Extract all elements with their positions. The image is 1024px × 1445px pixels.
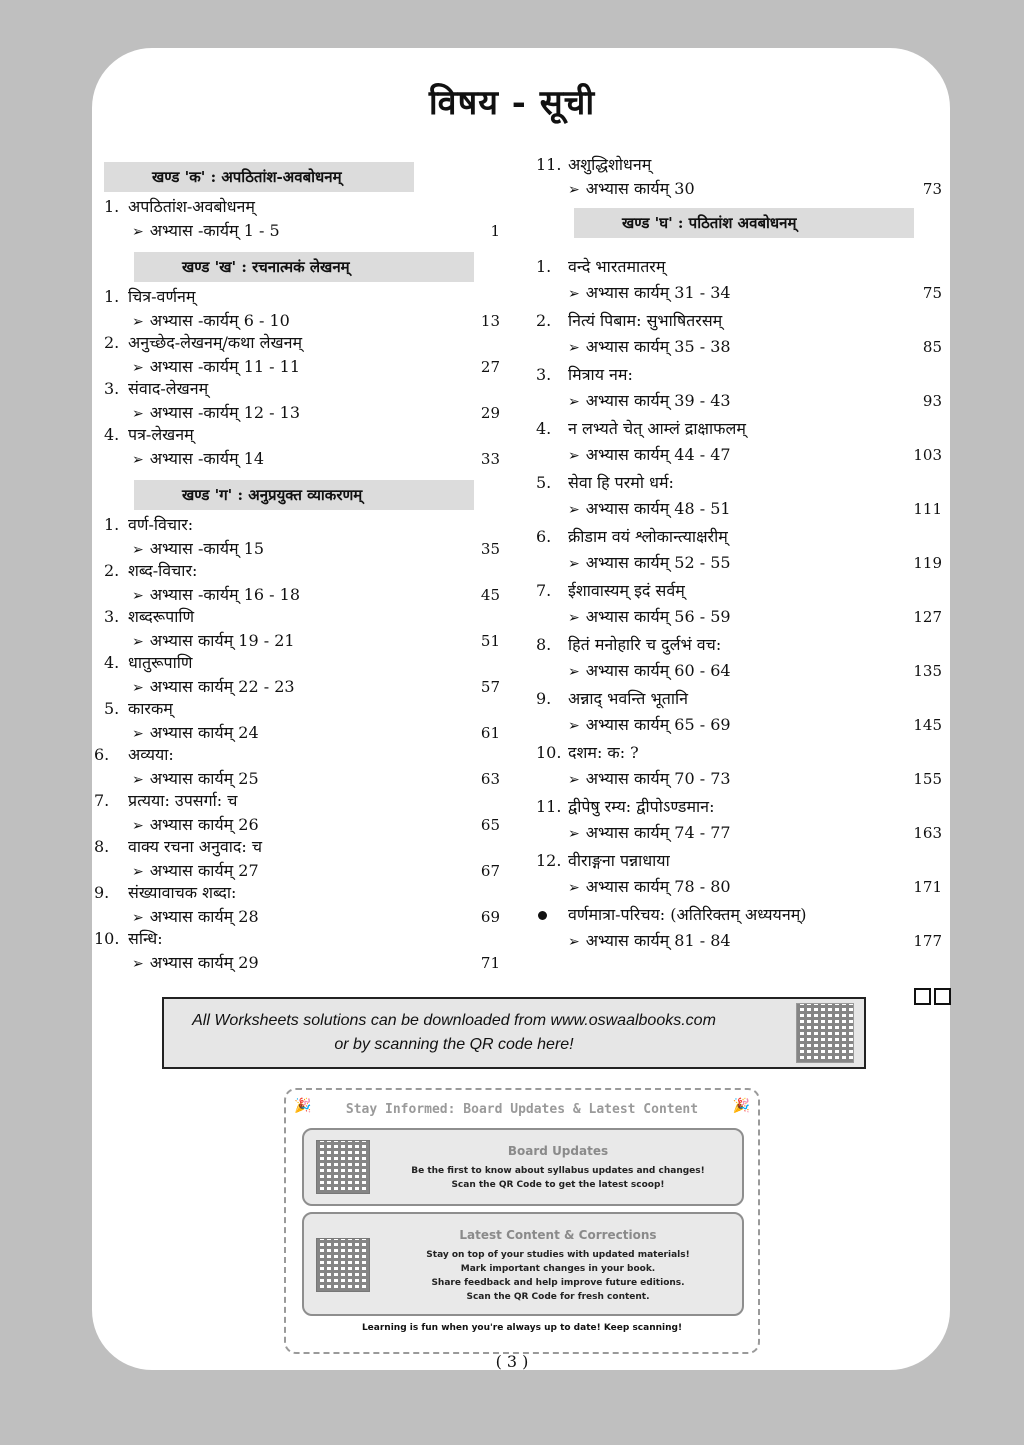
item-number: 12. bbox=[536, 851, 562, 870]
item-title: दशम: क: ? bbox=[568, 743, 639, 762]
board-updates-line2: Scan the QR Code to get the latest scoop! bbox=[451, 1180, 665, 1190]
arrow-icon: ➢ bbox=[132, 452, 144, 468]
exercise-label: अभ्यास कार्यम् 29 bbox=[149, 953, 259, 972]
page-ref: 67 bbox=[480, 862, 500, 880]
board-updates-card bbox=[302, 1128, 744, 1206]
exercise-label: अभ्यास कार्यम् 22 - 23 bbox=[149, 677, 295, 696]
exercise-label: अभ्यास कार्यम् 35 - 38 bbox=[585, 337, 731, 356]
worksheet-note-line2: or by scanning the QR code here! bbox=[334, 1036, 574, 1053]
arrow-icon: ➢ bbox=[568, 934, 580, 950]
exercise-row bbox=[132, 814, 259, 836]
item-title: मित्राय नम: bbox=[568, 365, 633, 384]
exercise-label: अभ्यास -कार्यम् 16 - 18 bbox=[149, 585, 301, 604]
arrow-icon: ➢ bbox=[132, 314, 144, 330]
arrow-icon: ➢ bbox=[568, 826, 580, 842]
arrow-icon: ➢ bbox=[568, 664, 580, 680]
section-heading-g: खण्ड 'ग' : अनुप्रयुक्त व्याकरणम् bbox=[134, 480, 474, 510]
worksheet-note-line1: All Worksheets solutions can be downloaded from www.oswaalbooks.com bbox=[192, 1012, 716, 1029]
page-ref: 127 bbox=[913, 608, 942, 626]
item-title: संवाद-लेखनम् bbox=[128, 379, 209, 398]
item-title: वर्णमात्रा-परिचय: (अतिरिक्तम् अध्ययनम्) bbox=[568, 905, 807, 924]
arrow-icon: ➢ bbox=[132, 542, 144, 558]
exercise-label: अभ्यास -कार्यम् 14 bbox=[149, 449, 265, 468]
item-number: 2. bbox=[104, 333, 120, 352]
stay-informed-title: Stay Informed: Board Updates & Latest Content bbox=[345, 1102, 699, 1117]
item-title: न लभ्यते चेत् आम्लं द्राक्षाफलम् bbox=[568, 419, 746, 438]
arrow-icon: ➢ bbox=[568, 394, 580, 410]
exercise-row bbox=[568, 282, 731, 304]
arrow-icon: ➢ bbox=[568, 448, 580, 464]
exercise-row bbox=[132, 952, 259, 974]
worksheet-solutions-box bbox=[162, 997, 866, 1069]
exercise-row bbox=[568, 714, 731, 736]
item-number: 1. bbox=[536, 257, 552, 276]
item-number: 6. bbox=[94, 745, 110, 764]
exercise-row bbox=[568, 768, 731, 790]
page-ref: 57 bbox=[480, 678, 500, 696]
exercise-label: अभ्यास कार्यम् 31 - 34 bbox=[585, 283, 731, 302]
page-ref: 111 bbox=[913, 500, 942, 518]
arrow-icon: ➢ bbox=[132, 360, 144, 376]
latest-content-line3: Share feedback and help improve future editions. bbox=[431, 1278, 685, 1288]
exercise-row bbox=[568, 822, 731, 844]
exercise-label: अभ्यास कार्यम् 25 bbox=[149, 769, 259, 788]
stay-informed-footer: Learning is fun when you're always up to date! Keep scanning! bbox=[361, 1323, 683, 1333]
section-heading-gh: खण्ड 'घ' : पठितांश अवबोधनम् bbox=[574, 208, 914, 238]
exercise-row bbox=[132, 402, 300, 424]
item-number: 10. bbox=[94, 929, 120, 948]
page-ref: 27 bbox=[480, 358, 500, 376]
page-ref: 65 bbox=[480, 816, 500, 834]
board-updates-line1: Be the first to know about syllabus updates and changes! bbox=[411, 1166, 705, 1176]
exercise-row bbox=[132, 448, 264, 470]
exercise-row bbox=[568, 930, 731, 952]
page-ref: 71 bbox=[480, 954, 500, 972]
arrow-icon: ➢ bbox=[132, 726, 144, 742]
arrow-icon: ➢ bbox=[568, 610, 580, 626]
item-title: कारकम् bbox=[128, 699, 173, 718]
bullet-icon bbox=[538, 911, 547, 920]
item-title: वन्दे भारतमातरम् bbox=[568, 257, 666, 276]
exercise-row bbox=[568, 606, 731, 628]
exercise-label: अभ्यास कार्यम् 48 - 51 bbox=[585, 499, 731, 518]
section-heading-k: खण्ड 'क' : अपठितांश-अवबोधनम् bbox=[104, 162, 414, 192]
page-ref: 135 bbox=[913, 662, 942, 680]
exercise-label: अभ्यास कार्यम् 24 bbox=[149, 723, 259, 742]
item-title: धातुरूपाणि bbox=[128, 653, 193, 672]
page-ref: 73 bbox=[922, 180, 942, 198]
item-title: पत्र-लेखनम् bbox=[128, 425, 194, 444]
item-title: द्वीपेषु रम्य: द्वीपोऽण्डमान: bbox=[568, 797, 715, 816]
item-title: वर्ण-विचार: bbox=[128, 515, 194, 534]
exercise-row bbox=[132, 584, 300, 606]
page-ref: 155 bbox=[913, 770, 942, 788]
page-ref: 35 bbox=[480, 540, 500, 558]
exercise-label: अभ्यास कार्यम् 30 bbox=[585, 179, 695, 198]
item-title: अशुद्धिशोधनम् bbox=[568, 155, 652, 174]
exercise-row bbox=[568, 552, 731, 574]
exercise-label: अभ्यास कार्यम् 27 bbox=[149, 861, 259, 880]
exercise-row bbox=[132, 310, 290, 332]
item-title: नित्यं पिबाम: सुभाषितरसम् bbox=[568, 311, 723, 330]
exercise-label: अभ्यास कार्यम् 39 - 43 bbox=[585, 391, 731, 410]
exercise-label: अभ्यास कार्यम् 19 - 21 bbox=[149, 631, 295, 650]
page-ref: 33 bbox=[480, 450, 500, 468]
page-ref: 93 bbox=[922, 392, 942, 410]
page-ref: 61 bbox=[480, 724, 500, 742]
item-title: शब्दरूपाणि bbox=[128, 607, 195, 626]
exercise-row bbox=[568, 876, 731, 898]
exercise-row bbox=[568, 444, 731, 466]
party-popper-icon: 🎉 bbox=[732, 1098, 750, 1114]
page-ref: 163 bbox=[913, 824, 942, 842]
exercise-row bbox=[132, 906, 259, 928]
exercise-label: अभ्यास कार्यम् 28 bbox=[149, 907, 259, 926]
arrow-icon: ➢ bbox=[132, 818, 144, 834]
exercise-label: अभ्यास कार्यम् 81 - 84 bbox=[585, 931, 731, 950]
item-number: 8. bbox=[536, 635, 552, 654]
page-ref: 171 bbox=[913, 878, 942, 896]
page-ref: 1 bbox=[490, 222, 500, 240]
arrow-icon: ➢ bbox=[132, 680, 144, 696]
item-number: 5. bbox=[104, 699, 120, 718]
exercise-row bbox=[132, 538, 264, 560]
page-ref: 45 bbox=[480, 586, 500, 604]
party-popper-icon: 🎉 bbox=[294, 1098, 312, 1114]
exercise-label: अभ्यास -कार्यम् 12 - 13 bbox=[149, 403, 301, 422]
page-ref: 69 bbox=[480, 908, 500, 926]
item-number: 3. bbox=[104, 379, 120, 398]
item-title: प्रत्यया: उपसर्गा: च bbox=[128, 791, 238, 810]
arrow-icon: ➢ bbox=[568, 556, 580, 572]
item-title: अनुच्छेद-लेखनम्/कथा लेखनम् bbox=[128, 333, 303, 352]
page-ref: 75 bbox=[922, 284, 942, 302]
exercise-row bbox=[568, 336, 731, 358]
section-heading-kh: खण्ड 'ख' : रचनात्मकं लेखनम् bbox=[134, 252, 474, 282]
exercise-row bbox=[568, 390, 731, 412]
board-updates-title: Board Updates bbox=[507, 1144, 609, 1158]
arrow-icon: ➢ bbox=[568, 340, 580, 356]
page-ref: 63 bbox=[480, 770, 500, 788]
arrow-icon: ➢ bbox=[568, 182, 580, 198]
exercise-row bbox=[568, 498, 731, 520]
item-number: 7. bbox=[94, 791, 110, 810]
item-number: 9. bbox=[536, 689, 552, 708]
page-ref: 85 bbox=[922, 338, 942, 356]
item-title: ईशावास्यम् इदं सर्वम् bbox=[568, 581, 685, 600]
stay-informed-box bbox=[284, 1088, 760, 1354]
item-title: वाक्य रचना अनुवाद: च bbox=[128, 837, 263, 856]
exercise-label: अभ्यास -कार्यम् 6 - 10 bbox=[149, 311, 290, 330]
exercise-label: अभ्यास कार्यम् 56 - 59 bbox=[585, 607, 731, 626]
item-title: अन्नाद् भवन्ति भूतानि bbox=[568, 689, 689, 708]
exercise-row bbox=[132, 722, 259, 744]
arrow-icon: ➢ bbox=[132, 406, 144, 422]
exercise-label: अभ्यास कार्यम् 44 - 47 bbox=[585, 445, 731, 464]
item-number: 4. bbox=[536, 419, 552, 438]
item-number: 5. bbox=[536, 473, 552, 492]
item-number: 2. bbox=[536, 311, 552, 330]
item-title: चित्र-वर्णनम् bbox=[128, 287, 196, 306]
qr-code-icon[interactable] bbox=[796, 1003, 854, 1063]
item-number: 9. bbox=[94, 883, 110, 902]
item-title: सन्धि: bbox=[128, 929, 163, 948]
arrow-icon: ➢ bbox=[568, 772, 580, 788]
item-number: 8. bbox=[94, 837, 110, 856]
arrow-icon: ➢ bbox=[132, 224, 144, 240]
arrow-icon: ➢ bbox=[132, 588, 144, 604]
arrow-icon: ➢ bbox=[568, 502, 580, 518]
qr-code-icon[interactable] bbox=[316, 1238, 370, 1292]
arrow-icon: ➢ bbox=[568, 718, 580, 734]
item-title: संख्यावाचक शब्दा: bbox=[128, 883, 237, 902]
item-number: 2. bbox=[104, 561, 120, 580]
page-number: ( 3 ) bbox=[495, 1352, 529, 1371]
exercise-label: अभ्यास -कार्यम् 15 bbox=[149, 539, 265, 558]
item-number: 4. bbox=[104, 425, 120, 444]
item-title: वीराङ्गना पन्नाधाया bbox=[568, 851, 670, 870]
page-ref: 119 bbox=[913, 554, 942, 572]
exercise-label: अभ्यास कार्यम् 70 - 73 bbox=[585, 769, 731, 788]
item-number: 1. bbox=[104, 287, 120, 306]
item-title: हितं मनोहारि च दुर्लभं वच: bbox=[568, 635, 722, 654]
item-number: 4. bbox=[104, 653, 120, 672]
exercise-label: अभ्यास -कार्यम् 1 - 5 bbox=[149, 221, 280, 240]
arrow-icon: ➢ bbox=[132, 864, 144, 880]
arrow-icon: ➢ bbox=[132, 634, 144, 650]
item-number: 7. bbox=[536, 581, 552, 600]
item-number: 1. bbox=[104, 515, 120, 534]
item-number: 10. bbox=[536, 743, 562, 762]
page-ref: 145 bbox=[913, 716, 942, 734]
exercise-row bbox=[132, 630, 295, 652]
arrow-icon: ➢ bbox=[568, 880, 580, 896]
arrow-icon: ➢ bbox=[568, 286, 580, 302]
latest-content-title: Latest Content & Corrections bbox=[459, 1228, 657, 1242]
page-ref: 51 bbox=[480, 632, 500, 650]
latest-content-card bbox=[302, 1212, 744, 1316]
exercise-row bbox=[568, 178, 695, 200]
exercise-label: अभ्यास कार्यम् 26 bbox=[149, 815, 259, 834]
item-number: 1. bbox=[104, 197, 120, 216]
page-title: विषय - सूची bbox=[428, 83, 596, 123]
page-ref: 103 bbox=[913, 446, 942, 464]
exercise-row bbox=[132, 768, 259, 790]
square-marks-icon bbox=[914, 988, 954, 1004]
qr-code-icon[interactable] bbox=[316, 1140, 370, 1194]
item-number: 11. bbox=[536, 155, 562, 174]
item-number: 11. bbox=[536, 797, 562, 816]
exercise-row bbox=[132, 676, 295, 698]
exercise-label: अभ्यास कार्यम् 52 - 55 bbox=[585, 553, 731, 572]
exercise-row bbox=[568, 660, 731, 682]
arrow-icon: ➢ bbox=[132, 910, 144, 926]
item-title: शब्द-विचार: bbox=[128, 561, 198, 580]
exercise-label: अभ्यास कार्यम् 60 - 64 bbox=[585, 661, 731, 680]
page-ref: 13 bbox=[480, 312, 500, 330]
exercise-label: अभ्यास कार्यम् 74 - 77 bbox=[585, 823, 731, 842]
item-title: अपठितांश-अवबोधनम् bbox=[128, 197, 255, 216]
latest-content-line1: Stay on top of your studies with updated materials! bbox=[426, 1250, 690, 1260]
item-title: अव्यया: bbox=[128, 745, 174, 764]
exercise-row bbox=[132, 220, 280, 242]
arrow-icon: ➢ bbox=[132, 956, 144, 972]
latest-content-line4: Scan the QR Code for fresh content. bbox=[466, 1292, 650, 1302]
item-title: क्रीडाम वयं श्लोकान्त्याक्षरीम् bbox=[568, 527, 728, 546]
latest-content-line2: Mark important changes in your book. bbox=[460, 1264, 656, 1274]
item-number: 6. bbox=[536, 527, 552, 546]
exercise-row bbox=[132, 356, 300, 378]
item-number: 3. bbox=[104, 607, 120, 626]
page-ref: 177 bbox=[913, 932, 942, 950]
exercise-label: अभ्यास कार्यम् 65 - 69 bbox=[585, 715, 731, 734]
exercise-row bbox=[132, 860, 259, 882]
arrow-icon: ➢ bbox=[132, 772, 144, 788]
exercise-label: अभ्यास कार्यम् 78 - 80 bbox=[585, 877, 731, 896]
exercise-label: अभ्यास -कार्यम् 11 - 11 bbox=[149, 357, 301, 376]
item-number: 3. bbox=[536, 365, 552, 384]
page-ref: 29 bbox=[480, 404, 500, 422]
item-title: सेवा हि परमो धर्म: bbox=[568, 473, 674, 492]
